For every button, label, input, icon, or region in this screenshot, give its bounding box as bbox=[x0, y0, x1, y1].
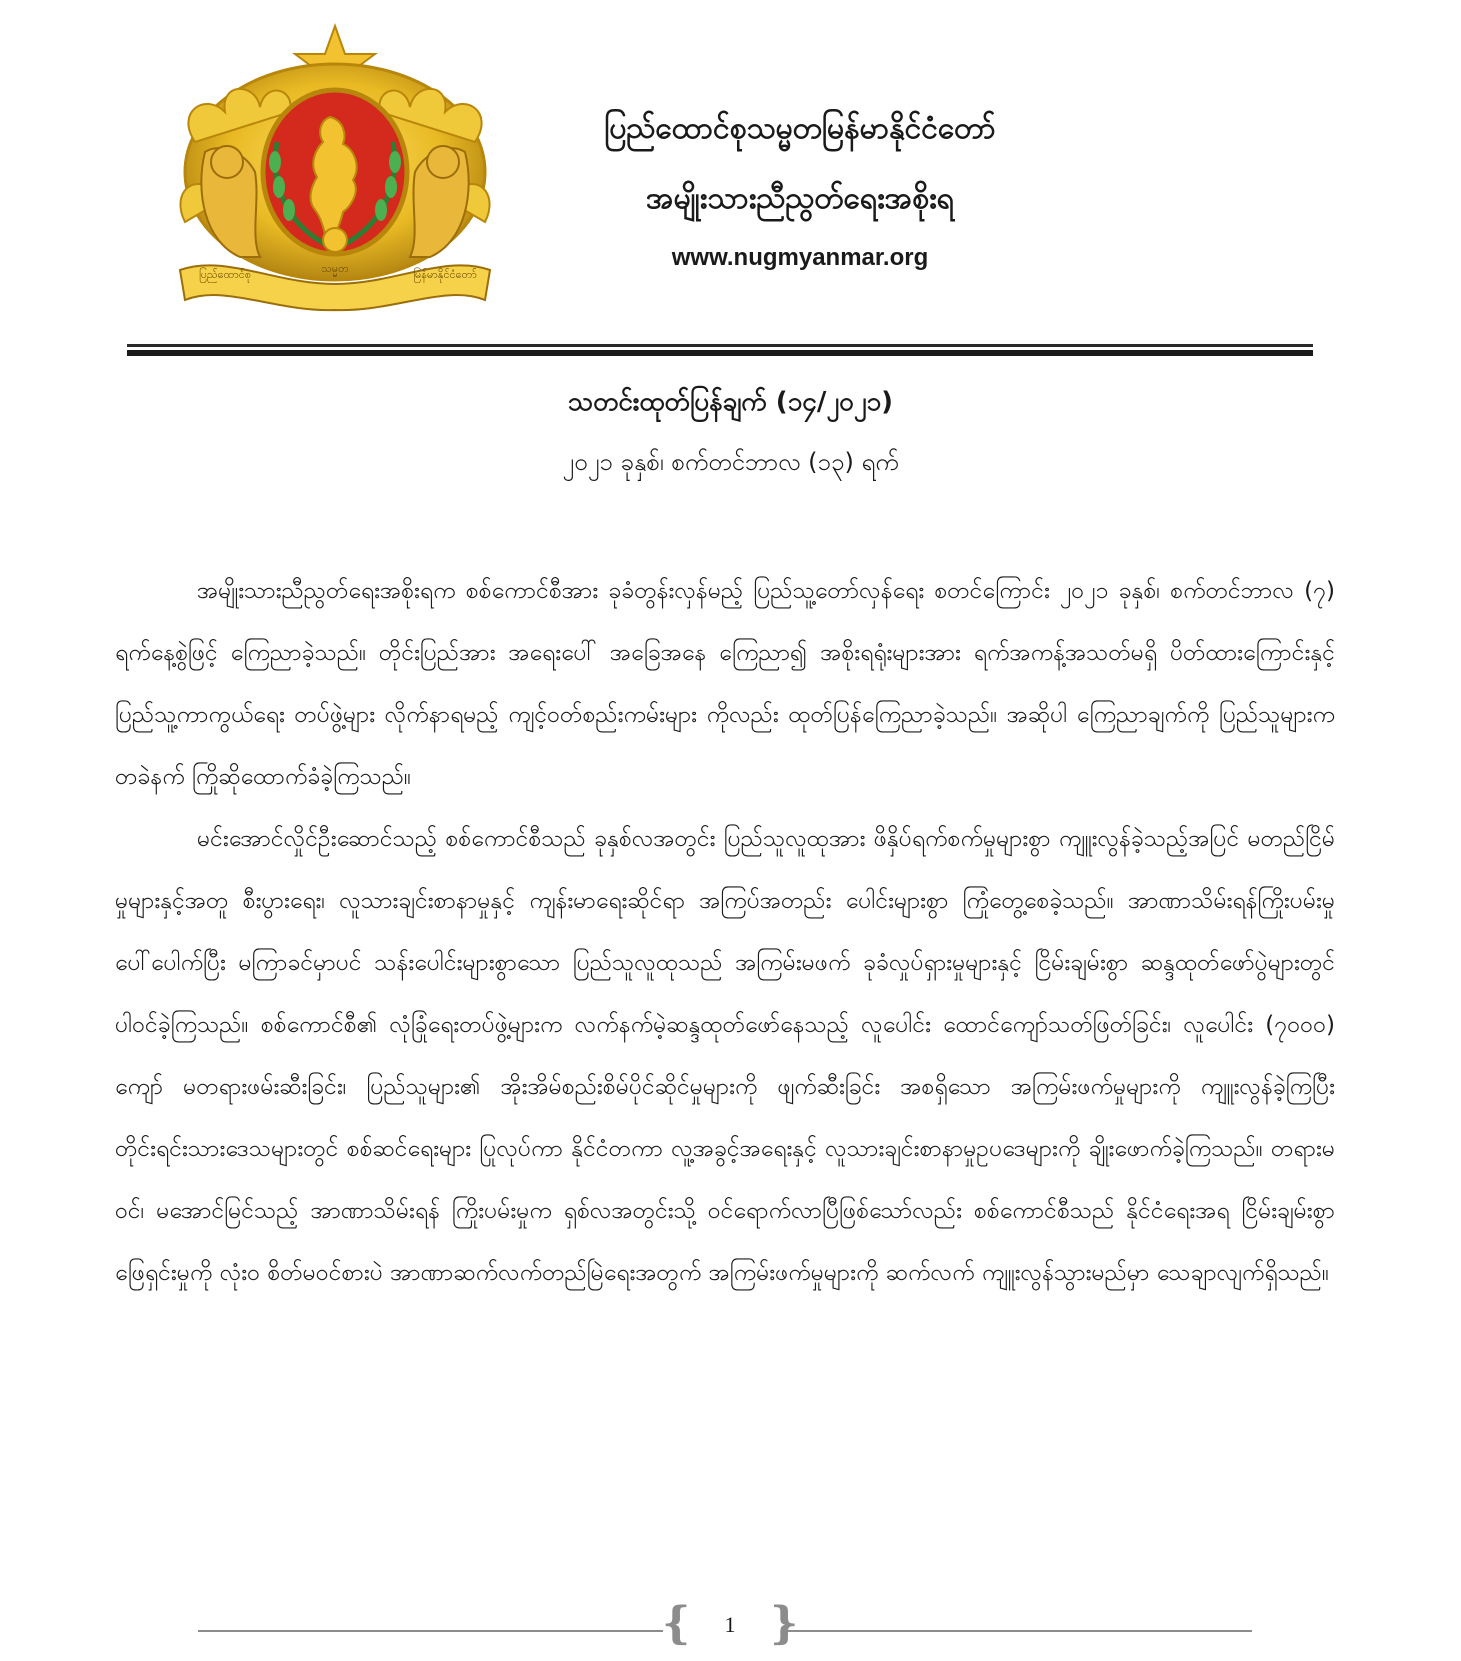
header-divider-bottom bbox=[127, 350, 1313, 356]
page-number: 1 bbox=[724, 1612, 736, 1637]
footer-line-right bbox=[785, 1630, 1252, 1632]
emblem-banner-left: ပြည်ထောင်စု bbox=[198, 268, 252, 281]
footer-brace-left-icon: { bbox=[662, 1598, 691, 1649]
letterhead-website-link[interactable]: www.nugmyanmar.org bbox=[671, 244, 929, 271]
letterhead-country: ပြည်ထောင်စုသမ္မတမြန်မာနိုင်ငံတော် bbox=[604, 111, 996, 146]
header-divider-top bbox=[127, 344, 1313, 347]
emblem-banner-right: မြန်မာနိုင်ငံတော် bbox=[413, 268, 477, 281]
press-release-title: သတင်းထုတ်ပြန်ချက် (၁၄/၂၀၂၁) bbox=[567, 387, 894, 417]
body-paragraph-1: အမျိုးသားညီညွတ်ရေးအစိုးရက စစ်ကောင်စီအား ခုခံတွန်းလှန်မည့် ပြည်သူ့တော်လှန်ရေး စတင်ကြောင်း ၂၀၂၁ ခုနှစ်၊ စက်တင်ဘာလ (၇) ရက်နေ့စွဲဖြင့် ကြေညာခဲ့သည်။ တိုင်းပြည်အား အရေးပေါ် အခြေအနေ ကြေညာ၍ အစိုးရရုံးများအား ရက်အကန့်အသတ်မရှိ ပိတ်ထားကြောင်းနှင့် ပြည်သူ့ကာကွယ်ရေး တပ်ဖွဲ့များ လိုက်နာရမည့် ကျင့်ဝတ်စည်းကမ်းများ ကိုလည်း ထုတ်ပြန်ကြေညာခဲ့သည်။ အဆိုပါ ကြေညာချက်ကို ပြည်သူများက တခဲနက် ကြိုဆိုထောက်ခံခဲ့ကြသည်။ bbox=[115, 578, 1335, 790]
footer-brace-right-icon: } bbox=[770, 1598, 799, 1649]
letterhead-government: အမျိုးသားညီညွတ်ရေးအစိုးရ bbox=[646, 181, 954, 216]
emblem-banner-center: သမ္မတ bbox=[321, 262, 349, 275]
press-release-date: ၂၀၂၁ ခုနှစ်၊ စက်တင်ဘာလ (၁၃) ရက် bbox=[562, 448, 899, 476]
press-release-body bbox=[115, 560, 1335, 1304]
footer-line-left bbox=[198, 1630, 663, 1632]
body-paragraph-2: မင်းအောင်လှိုင်ဦးဆောင်သည့် စစ်ကောင်စီသည် ခုနှစ်လအတွင်း ပြည်သူလူထုအား ဖိနှိပ်ရက်စက်မှုများစွာ ကျူးလွန်ခဲ့သည့်အပြင် မတည်ငြိမ်မှုများနှင့်အတူ စီးပွားရေး၊ လူသားချင်းစာနာမှုနှင့် ကျန်းမာရေးဆိုင်ရာ အကြပ်အတည်း ပေါင်းများစွာ ကြုံတွေ့စေခဲ့သည်။ အာဏာသိမ်းရန်ကြိုးပမ်းမှု ပေါ်ပေါက်ပြီး မကြာခင်မှာပင် သန်းပေါင်းများစွာသော ပြည်သူလူထုသည် အကြမ်းမဖက် ခုခံလှုပ်ရှားမှုများနှင့် ငြိမ်းချမ်းစွာ ဆန္ဒထုတ်ဖော်ပွဲများတွင် ပါဝင်ခဲ့ကြသည်။ စစ်ကောင်စီ၏ လုံခြုံရေးတပ်ဖွဲ့များက လက်နက်မဲ့ဆန္ဒထုတ်ဖော်နေသည့် လူပေါင်း ထောင်ကျော်သတ်ဖြတ်ခြင်း၊ လူပေါင်း (၇၀၀၀) ကျော် မတရားဖမ်းဆီးခြင်း၊ ပြည်သူများ၏ အိုးအိမ်စည်းစိမ်ပိုင်ဆိုင်မှုများကို ဖျက်ဆီးခြင်း အစရှိသော အကြမ်းဖက်မှုများကို ကျူးလွန်ခဲ့ကြပြီး တိုင်းရင်းသားဒေသများတွင် စစ်ဆင်ရေးများ ပြုလုပ်ကာ နိုင်ငံတကာ လူ့အခွင့်အရေးနှင့် လူသားချင်းစာနာမှုဥပဒေများကို ချိုးဖောက်ခဲ့ကြသည်။ တရားမဝင်၊ မအောင်မြင်သည့် အာဏာသိမ်းရန် ကြိုးပမ်းမှုက ရှစ်လအတွင်းသို့ ဝင်ရောက်လာပြီဖြစ်သော်လည်း စစ်ကောင်စီသည် နိုင်ငံရေးအရ ငြိမ်းချမ်းစွာ ဖြေရှင်းမှုကို လုံးဝ စိတ်မဝင်စားပဲ အာဏာဆက်လက်တည်မြဲရေးအတွက် အကြမ်းဖက်မှုများကို ဆက်လက် ကျူးလွန်သွားမည်မှာ သေချာလျက်ရှိသည်။ bbox=[115, 826, 1335, 1286]
